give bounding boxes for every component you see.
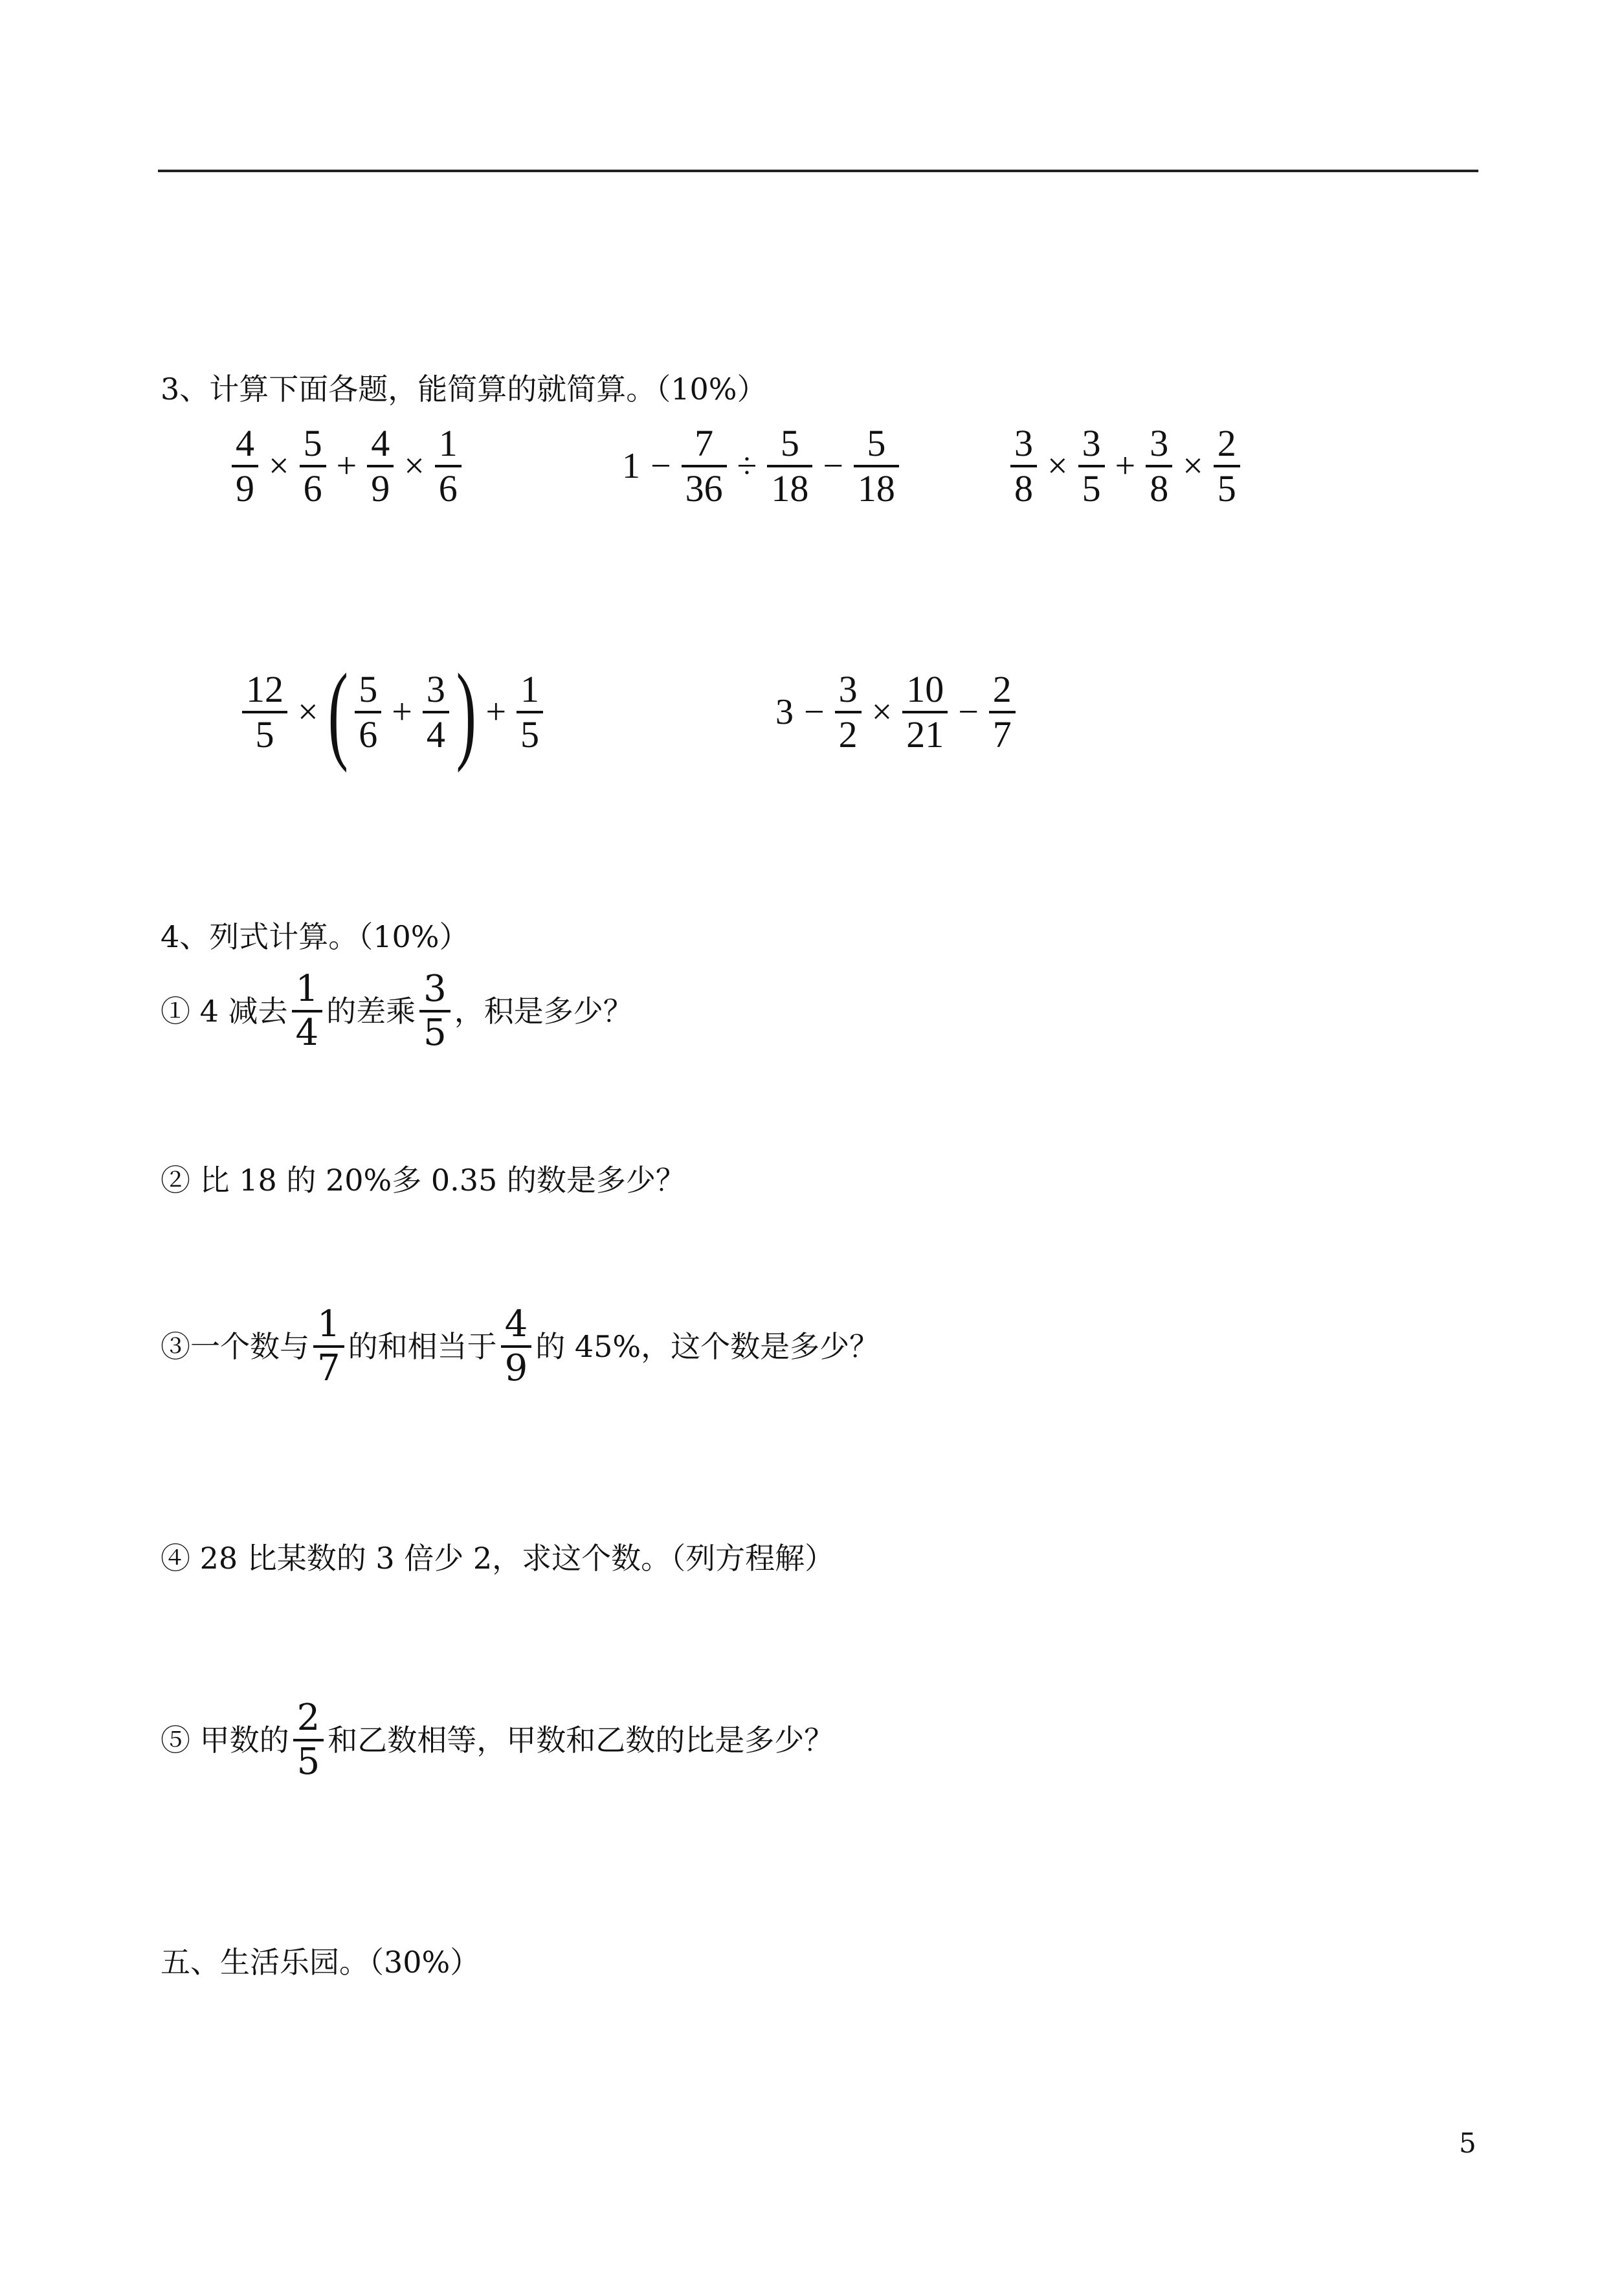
q4-title: 4、列式计算。（10%） <box>161 919 469 954</box>
q4-problem-4: ④ 28 比某数的 3 倍少 2，求这个数。（列方程解） <box>161 1541 835 1576</box>
fraction: $\frac{3}{5}$ <box>1078 423 1105 509</box>
fraction: $\frac{1}{5}$ <box>517 669 543 755</box>
operator: × <box>298 692 318 732</box>
fraction: $\frac{12}{5}$ <box>242 669 287 755</box>
problem-text: 和乙数相等，甲数和乙数的比是多少？ <box>328 1723 834 1758</box>
problem-text: 的差乘 <box>326 994 416 1029</box>
operator: + <box>336 446 357 486</box>
q4-problem-5 <box>161 1699 834 1782</box>
fraction: $\frac{2}{5}$ <box>1214 423 1240 509</box>
operator: ÷ <box>737 446 757 486</box>
operator: − <box>651 446 671 486</box>
q4-problem-2: ② 比 18 的 20%多 0.35 的数是多少？ <box>161 1163 685 1198</box>
operator: + <box>1115 446 1136 486</box>
operator: + <box>485 692 507 732</box>
operator: × <box>1047 446 1068 486</box>
q3-expression-4 <box>238 651 547 773</box>
fraction: $\frac{5}{6}$ <box>355 669 381 755</box>
right-parenthesis: ) <box>456 651 476 773</box>
operator: − <box>823 446 843 486</box>
problem-text: ⑤ 甲数的 <box>161 1723 289 1758</box>
q5-title: 五、生活乐园。（30%） <box>161 1945 480 1980</box>
fraction: $\frac{1}{7}$ <box>313 1305 344 1388</box>
fraction: $\frac{1}{4}$ <box>292 970 323 1053</box>
q3-expression-3 <box>1007 414 1244 518</box>
operator: − <box>958 692 979 732</box>
operator: − <box>804 692 825 732</box>
fraction: $\frac{1}{6}$ <box>435 423 462 509</box>
q3-expression-2 <box>618 414 903 518</box>
fraction: $\frac{3}{5}$ <box>419 970 450 1053</box>
left-parenthesis: ( <box>328 651 348 773</box>
page-number: 5 <box>1459 2127 1476 2159</box>
fraction: $\frac{4}{9}$ <box>501 1305 532 1388</box>
operator: × <box>1183 446 1203 486</box>
integer: 3 <box>775 692 794 732</box>
fraction: $\frac{4}{9}$ <box>367 423 394 509</box>
problem-text: ，积是多少？ <box>454 994 633 1029</box>
header-rule <box>158 170 1478 172</box>
fraction: $\frac{2}{5}$ <box>293 1699 324 1782</box>
fraction: $\frac{3}{8}$ <box>1010 423 1037 509</box>
q4-problem-1 <box>161 970 633 1053</box>
operator: + <box>392 692 412 732</box>
operator: × <box>269 446 289 486</box>
operator: × <box>871 692 893 732</box>
problem-text: 的 45%，这个数是多少？ <box>535 1329 880 1364</box>
integer: 1 <box>622 446 640 486</box>
problem-text: 的和相当于 <box>348 1329 497 1364</box>
problem-text: ③一个数与 <box>161 1329 309 1364</box>
fraction: $\frac{5}{18}$ <box>854 423 899 509</box>
problem-text: ① 4 减去 <box>161 994 288 1029</box>
fraction: $\frac{7}{36}$ <box>682 423 727 509</box>
fraction: $\frac{3}{4}$ <box>423 669 449 755</box>
fraction: $\frac{10}{21}$ <box>902 669 948 755</box>
operator: × <box>404 446 425 486</box>
fraction: $\frac{2}{7}$ <box>989 669 1016 755</box>
q3-title: 3、计算下面各题，能简算的就简算。（10%） <box>161 372 767 407</box>
fraction: $\frac{3}{2}$ <box>835 669 862 755</box>
q4-problem-3 <box>161 1305 879 1388</box>
fraction: $\frac{4}{9}$ <box>232 423 258 509</box>
fraction: $\frac{5}{6}$ <box>300 423 326 509</box>
fraction: $\frac{3}{8}$ <box>1146 423 1172 509</box>
q3-expression-5 <box>772 660 1019 764</box>
fraction: $\frac{5}{18}$ <box>767 423 812 509</box>
q3-expression-1 <box>228 414 465 518</box>
